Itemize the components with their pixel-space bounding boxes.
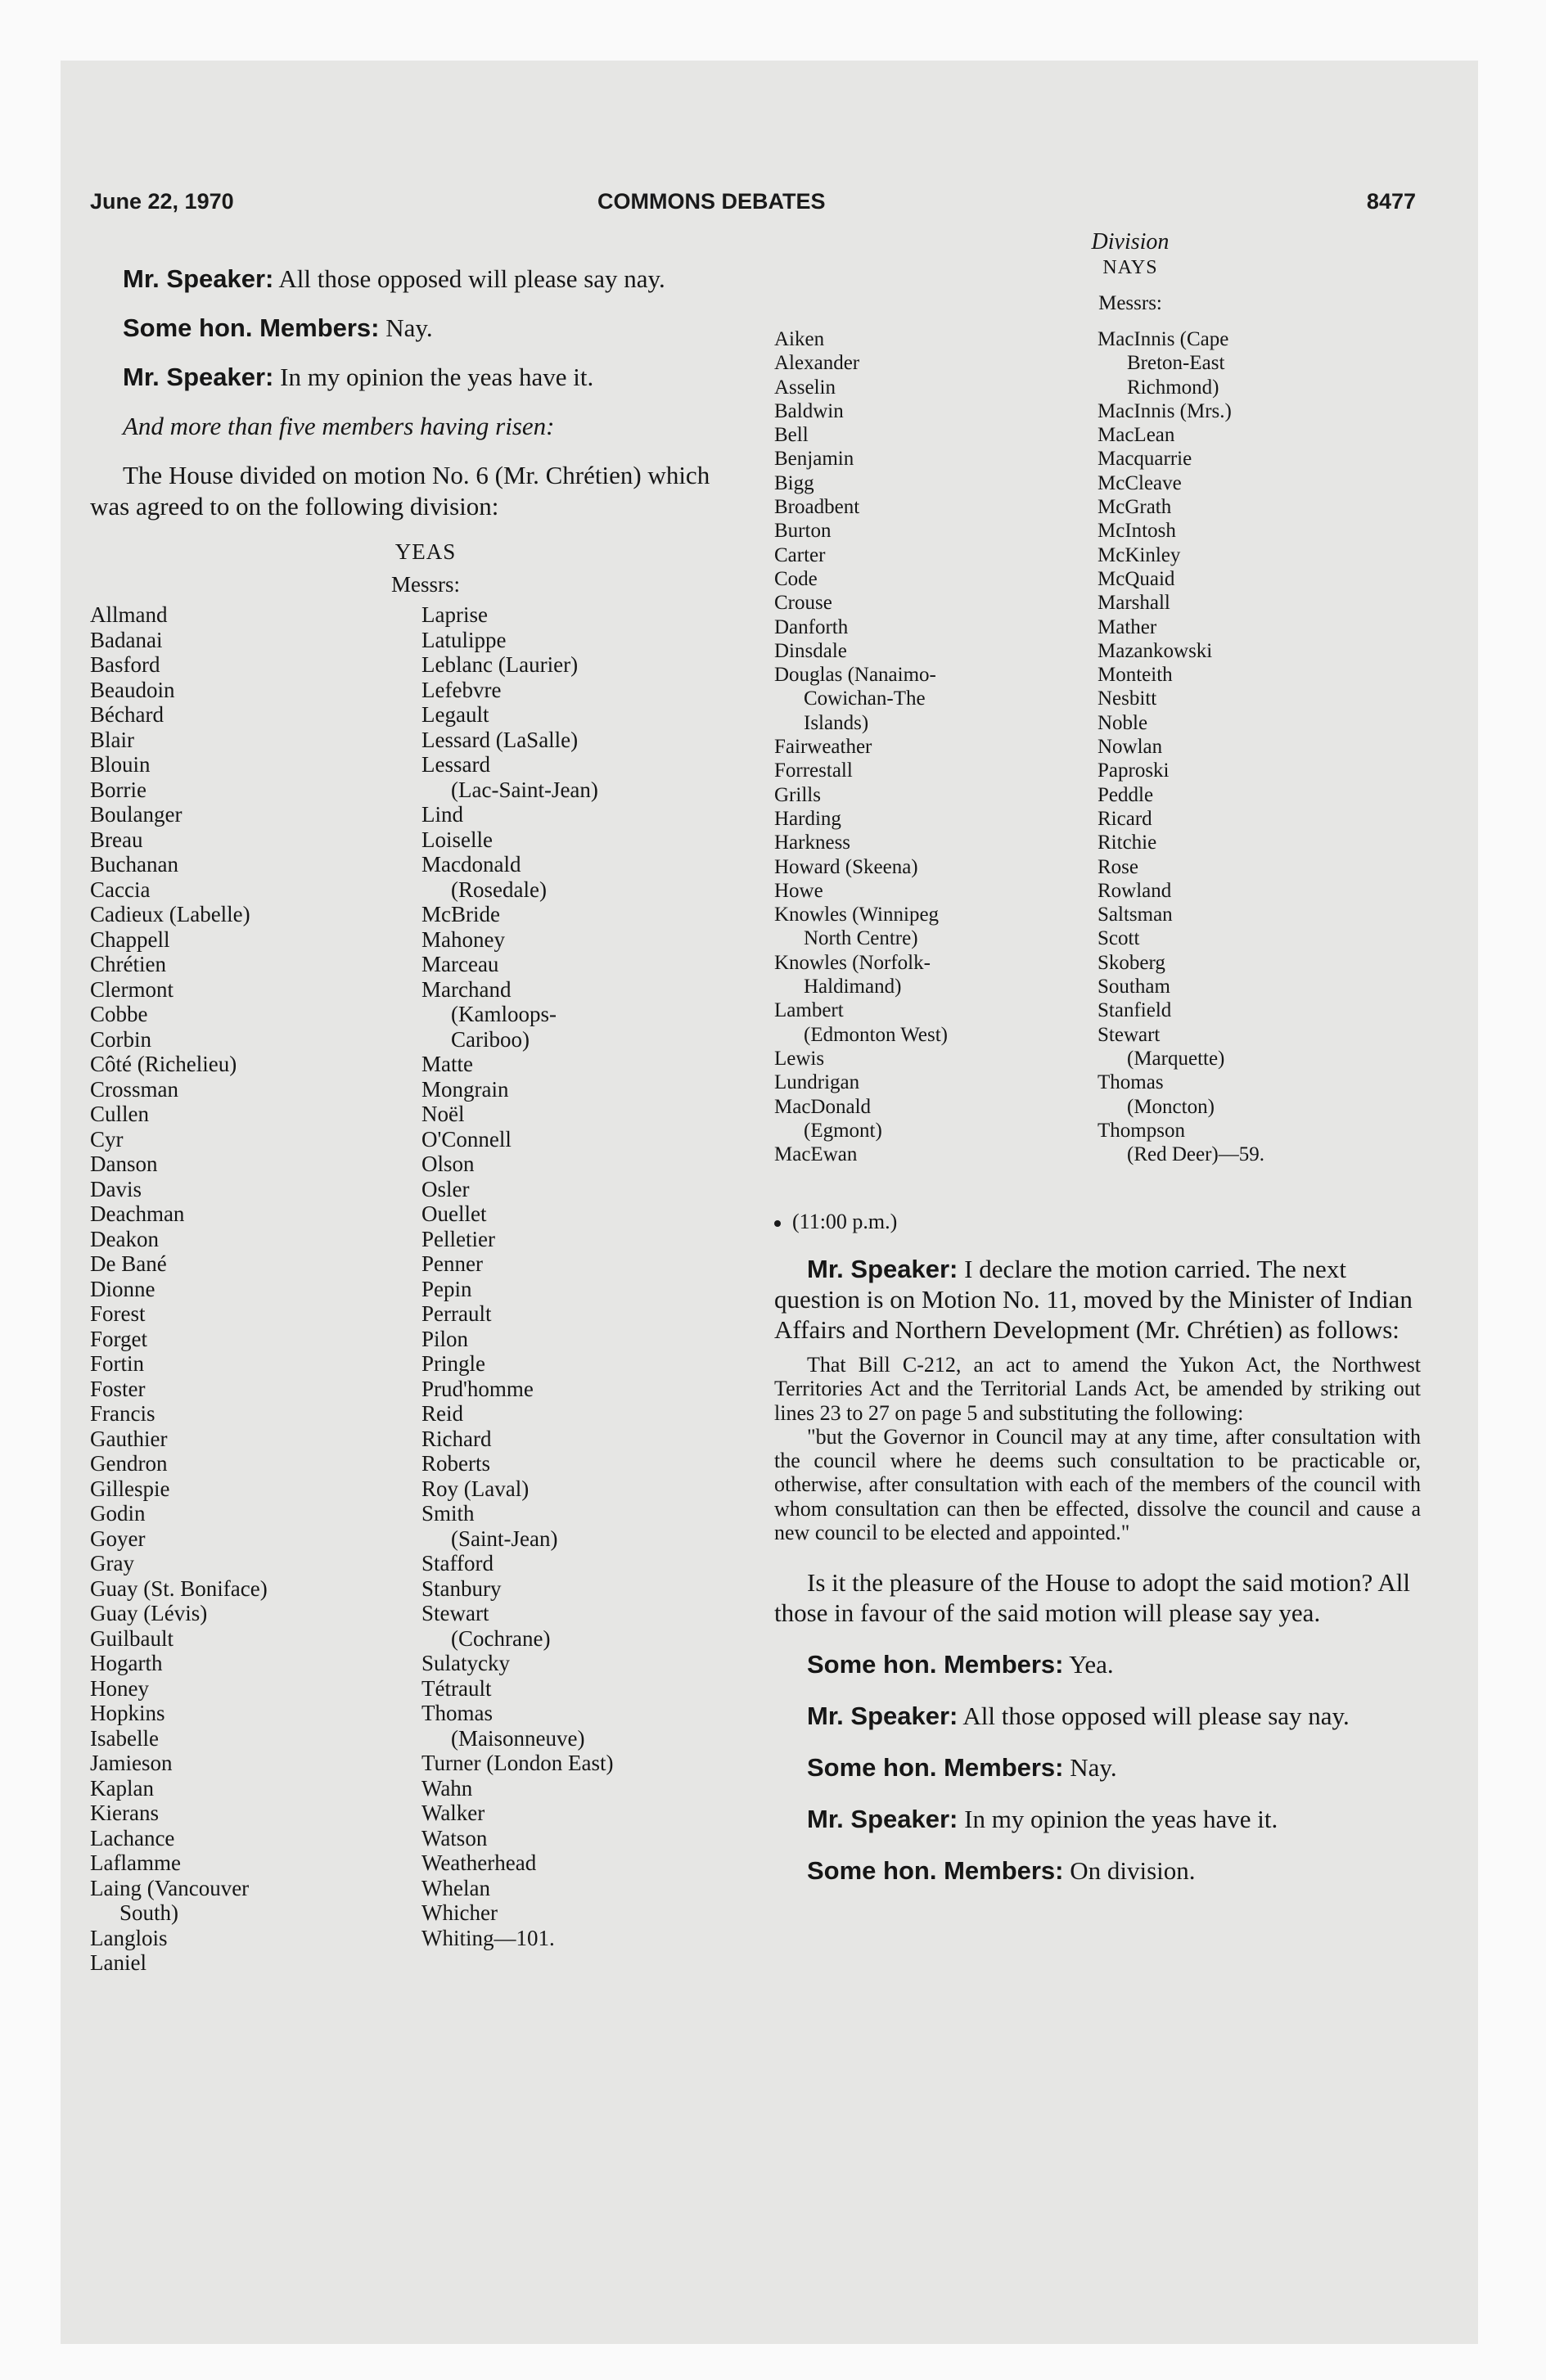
member-name: Saltsman [1098, 904, 1173, 926]
member-name: Forrestall [774, 760, 853, 782]
member-name: Latulippe [421, 627, 507, 652]
member-name: Nowlan [1098, 736, 1163, 759]
speech-paragraph [774, 1752, 1421, 1783]
member-name: Danson [90, 1152, 158, 1176]
member-name: De Bané [90, 1251, 167, 1276]
header-date: June 22, 1970 [90, 189, 234, 214]
member-name: Hogarth [90, 1651, 163, 1675]
member-name: Ricard [1098, 807, 1152, 830]
member-name: Chappell [90, 926, 170, 952]
member-name: McGrath [1098, 496, 1172, 519]
member-name: Reid [421, 1401, 463, 1426]
member-name: Whicher [421, 1900, 498, 1925]
speaker-label: Some hon. Members: [807, 1650, 1064, 1679]
member-name: South) [119, 1900, 179, 1925]
member-name: Gendron [90, 1451, 168, 1476]
member-name: Marceau [421, 952, 499, 976]
member-name: Tétrault [421, 1675, 492, 1701]
member-name: Cadieux (Labelle) [90, 902, 250, 926]
member-name: Paproski [1098, 760, 1170, 782]
member-name: Southam [1098, 976, 1170, 998]
member-name: Lachance [90, 1825, 175, 1850]
member-name: Lambert [774, 999, 844, 1022]
time-text: (11:00 p.m.) [792, 1210, 898, 1233]
page-header [90, 189, 1416, 222]
member-name: Knowles (Norfolk- [774, 951, 931, 974]
motion-quote: That Bill C-212, an act to amend the Yukon Act, the Northwest Territories Act and the Territorial Lands Act, be amended by striking out lines 23 to 27 on page 5 and substituting the following: [774, 1353, 1421, 1425]
member-name: Davis [90, 1176, 142, 1201]
member-name: Blouin [90, 752, 151, 777]
member-name: Mazankowski [1098, 639, 1213, 662]
speech-text: Nay. [1070, 1753, 1117, 1783]
member-name: Lundrigan [774, 1071, 860, 1094]
nays-heading: NAYS [1102, 257, 1158, 278]
speaker-label: Mr. Speaker: [123, 363, 274, 391]
member-name: Guay (Lévis) [90, 1601, 208, 1625]
member-name: Fairweather [774, 736, 872, 759]
header-title: COMMONS DEBATES [597, 189, 826, 214]
member-name: (Rosedale) [451, 877, 547, 902]
bullet-icon [774, 1220, 781, 1227]
header-page-number: 8477 [1366, 189, 1416, 214]
member-name: Perrault [421, 1301, 492, 1326]
left-column [90, 264, 745, 1975]
member-name: Pelletier [421, 1226, 495, 1251]
member-name: Laniel [90, 1950, 146, 1975]
member-name: Macdonald [421, 852, 521, 877]
member-name: Benjamin [774, 448, 854, 471]
member-name: Breau [90, 827, 143, 852]
stage-direction: And more than five members having risen: [123, 412, 555, 440]
member-name: Turner (London East) [421, 1751, 614, 1775]
member-name: Kaplan [90, 1775, 154, 1801]
member-name: Sulatycky [421, 1651, 510, 1675]
member-name: McBride [421, 902, 500, 926]
speech-text: In my opinion the yeas have it. [280, 363, 594, 391]
member-name: Macquarrie [1098, 448, 1192, 471]
speaker-label: Some hon. Members: [123, 313, 380, 342]
speech-paragraph [90, 264, 745, 295]
member-name: Ritchie [1098, 832, 1157, 854]
member-name: Stanfield [1098, 999, 1172, 1022]
member-name: Broadbent [774, 496, 860, 519]
speech-paragraph: Is it the pleasure of the House to adopt the said motion? All those in favour of the said motion will please say yea. [774, 1568, 1410, 1628]
yeas-heading: YEAS [394, 539, 457, 564]
member-name: Harkness [774, 832, 851, 854]
member-name: Carter [774, 543, 826, 566]
member-name: Richmond) [1127, 376, 1219, 399]
member-name: Cobbe [90, 1002, 148, 1026]
member-name: Boulanger [90, 802, 183, 827]
member-name: Haldimand) [804, 976, 902, 998]
yeas-right-column [421, 602, 613, 1950]
speaker-label: Some hon. Members: [807, 1856, 1064, 1886]
member-name: (Kamloops- [451, 1002, 557, 1026]
division-heading: Division [1091, 229, 1170, 255]
member-name: Stafford [421, 1551, 494, 1575]
right-column [774, 229, 1421, 1886]
speech-text: Yea. [1069, 1650, 1114, 1679]
member-name: Grills [774, 783, 821, 806]
speech-paragraph [90, 313, 745, 344]
speaker-label: Mr. Speaker: [807, 1255, 958, 1283]
member-name: Baldwin [774, 399, 844, 422]
member-name: MacEwan [774, 1143, 858, 1166]
speech-text: On division. [1070, 1856, 1196, 1886]
speech-paragraph [774, 1804, 1421, 1834]
member-name: Gauthier [90, 1426, 168, 1451]
member-name: Weatherhead [421, 1850, 537, 1875]
member-name: MacLean [1098, 424, 1175, 447]
member-name: Gray [90, 1551, 134, 1575]
member-name: McIntosh [1098, 520, 1176, 543]
member-name: Noble [1098, 711, 1148, 734]
member-name: Danforth [774, 615, 849, 638]
speaker-label: Some hon. Members: [807, 1753, 1064, 1783]
member-name: Chrétien [90, 952, 166, 976]
nays-left-column [774, 327, 948, 1166]
member-name: Douglas (Nanaimo- [774, 664, 936, 687]
member-name: Rose [1098, 855, 1138, 878]
member-name: (Maisonneuve) [451, 1725, 585, 1751]
member-name: Forget [90, 1326, 148, 1351]
member-name: Cyr [90, 1126, 124, 1152]
member-name: Foster [90, 1376, 146, 1401]
member-name: Knowles (Winnipeg [774, 904, 940, 926]
member-name: McKinley [1098, 543, 1181, 566]
member-name: Prud'homme [421, 1376, 534, 1401]
speech-text: Nay. [385, 313, 433, 342]
member-name: Bigg [774, 471, 814, 494]
member-name: MacInnis (Cape [1098, 328, 1229, 350]
member-name: Mongrain [421, 1076, 509, 1102]
member-name: Osler [421, 1176, 470, 1201]
member-name: Laflamme [90, 1850, 181, 1875]
member-name: Cullen [90, 1102, 149, 1126]
member-name: Isabelle [90, 1725, 159, 1751]
member-name: Stewart [1098, 1023, 1161, 1046]
member-name: Guay (St. Boniface) [90, 1575, 268, 1601]
member-name: Watson [421, 1825, 488, 1850]
member-name: Loiselle [421, 827, 493, 852]
member-name: Ouellet [421, 1201, 487, 1226]
member-name: Pepin [421, 1276, 472, 1301]
member-name: Burton [774, 520, 832, 543]
messrs-label: Messrs: [390, 572, 460, 597]
member-name: Guilbault [90, 1625, 174, 1651]
member-name: Hopkins [90, 1701, 165, 1725]
member-name: Stanbury [421, 1575, 502, 1601]
member-name: Asselin [774, 376, 836, 399]
member-name: Crossman [90, 1076, 178, 1102]
member-name: Deakon [90, 1226, 159, 1251]
member-name: (Edmonton West) [804, 1023, 948, 1046]
member-name: Leblanc (Laurier) [421, 652, 579, 677]
member-name: Côté (Richelieu) [90, 1052, 237, 1076]
member-name: Penner [421, 1251, 483, 1276]
member-name: Francis [90, 1401, 156, 1426]
member-name: McCleave [1098, 471, 1182, 494]
member-name: (Cochrane) [451, 1625, 551, 1651]
member-name: Cariboo) [451, 1026, 530, 1052]
messrs-label: Messrs: [1098, 292, 1162, 314]
member-name: Rowland [1098, 879, 1172, 902]
member-name: Pilon [421, 1326, 469, 1351]
speech-text: All those opposed will please say nay. [962, 1702, 1350, 1731]
member-name: Islands) [804, 711, 869, 734]
member-name: Fortin [90, 1351, 145, 1376]
member-name: Monteith [1098, 664, 1173, 687]
member-name: Thomas [1098, 1071, 1164, 1094]
member-name: McQuaid [1098, 567, 1175, 590]
member-name: Wahn [421, 1775, 473, 1801]
speech-paragraph [774, 1701, 1421, 1731]
member-name: Allmand [90, 602, 168, 627]
member-name: Lessard [421, 752, 490, 777]
member-name: Dinsdale [774, 639, 847, 662]
member-name: Forest [90, 1301, 146, 1326]
member-name: Dionne [90, 1276, 156, 1301]
member-name: (Moncton) [1127, 1095, 1215, 1118]
member-name: Alexander [774, 352, 860, 375]
member-name: Corbin [90, 1026, 152, 1052]
member-name: O'Connell [421, 1126, 512, 1152]
member-name: Buchanan [90, 852, 178, 877]
member-name: Béchard [90, 702, 164, 727]
member-name: Walker [421, 1801, 485, 1825]
member-name: Marshall [1098, 592, 1170, 615]
speech-paragraph [774, 1855, 1421, 1886]
member-name: Blair [90, 727, 134, 752]
member-name: Deachman [90, 1201, 185, 1226]
division-intro: The House divided on motion No. 6 (Mr. Chrétien) which was agreed to on the following division: [90, 461, 710, 521]
member-name: Whelan [421, 1875, 490, 1900]
member-name: Roberts [421, 1451, 490, 1476]
nays-right-column [1098, 327, 1264, 1166]
member-name: Cowichan-The [804, 687, 926, 710]
member-name: Scott [1098, 927, 1140, 950]
member-name: Olson [421, 1152, 475, 1176]
member-name: Code [774, 567, 818, 590]
member-name: North Centre) [804, 927, 918, 950]
member-name: MacInnis (Mrs.) [1098, 399, 1232, 422]
member-name: Mahoney [421, 926, 505, 952]
nays-list [774, 327, 1421, 1187]
member-name: Jamieson [90, 1751, 173, 1775]
member-name: Badanai [90, 627, 163, 652]
member-name: Lefebvre [421, 677, 502, 702]
member-name: Aiken [774, 328, 825, 350]
speech-paragraph [90, 362, 745, 393]
member-name: Beaudoin [90, 677, 175, 702]
member-name: Harding [774, 807, 841, 830]
member-name: Howard (Skeena) [774, 855, 918, 878]
member-name: Laprise [421, 602, 488, 627]
member-name: Basford [90, 652, 160, 677]
member-name: (Marquette) [1127, 1047, 1225, 1070]
member-name: Lessard (LaSalle) [421, 727, 579, 752]
member-name: Godin [90, 1501, 146, 1526]
member-name: Matte [421, 1052, 473, 1076]
member-name: Pringle [421, 1351, 485, 1376]
member-name: Honey [90, 1675, 149, 1701]
member-name: Gillespie [90, 1476, 170, 1501]
member-name: Langlois [90, 1925, 168, 1950]
member-name: Richard [421, 1426, 492, 1451]
member-name: Nesbitt [1098, 687, 1157, 710]
member-name: Kierans [90, 1801, 159, 1825]
member-name: Borrie [90, 777, 146, 802]
speaker-label: Mr. Speaker: [123, 264, 274, 293]
member-name: (Red Deer)—59. [1127, 1143, 1264, 1166]
speech-paragraph [774, 1649, 1421, 1679]
member-name: Stewart [421, 1601, 489, 1625]
speech-text: In my opinion the yeas have it. [964, 1805, 1278, 1834]
speaker-label: Mr. Speaker: [807, 1702, 958, 1731]
member-name: Breton-East [1127, 352, 1225, 375]
member-name: Mather [1098, 615, 1157, 638]
member-name: Lewis [774, 1047, 825, 1070]
member-name: Bell [774, 424, 809, 447]
motion-quote-amendment: "but the Governor in Council may at any time, after consultation with the council where he deems such consultation to be practicable or, otherwise, after consultation with each of the members of the council with whom consultation can then be effected, dissolve the council and cause a new council to be elected and appointed." [774, 1424, 1421, 1545]
member-name: Thomas [421, 1701, 493, 1725]
member-name: Caccia [90, 877, 151, 902]
member-name: MacDonald [774, 1095, 872, 1118]
member-name: Clermont [90, 976, 174, 1002]
speaker-label: Mr. Speaker: [807, 1805, 958, 1834]
member-name: Smith [421, 1501, 475, 1526]
yeas-left-column [90, 602, 268, 1976]
member-name: Noël [421, 1102, 465, 1126]
member-name: Thompson [1098, 1119, 1185, 1142]
member-name: Lind [421, 802, 463, 827]
speech-text: I declare the motion carried. The next question is on Motion No. 11, moved by the Minister of Indian Affairs and Northern Development (Mr. Chrétien) as follows: [774, 1255, 1413, 1344]
member-name: Marchand [421, 976, 512, 1002]
member-name: Peddle [1098, 783, 1154, 806]
member-name: Whiting—101. [421, 1925, 555, 1950]
member-name: Crouse [774, 592, 832, 615]
speech-paragraph [774, 1254, 1421, 1345]
member-name: Skoberg [1098, 951, 1165, 974]
member-name: (Lac-Saint-Jean) [451, 777, 598, 802]
time-stamp [774, 1210, 1421, 1234]
member-name: (Egmont) [804, 1119, 882, 1142]
member-name: Legault [421, 702, 489, 727]
member-name: Goyer [90, 1526, 146, 1551]
speech-text: All those opposed will please say nay. [278, 264, 665, 293]
member-name: Howe [774, 879, 823, 902]
member-name: Laing (Vancouver [90, 1875, 250, 1900]
member-name: Roy (Laval) [421, 1476, 530, 1501]
member-name: (Saint-Jean) [451, 1526, 558, 1551]
